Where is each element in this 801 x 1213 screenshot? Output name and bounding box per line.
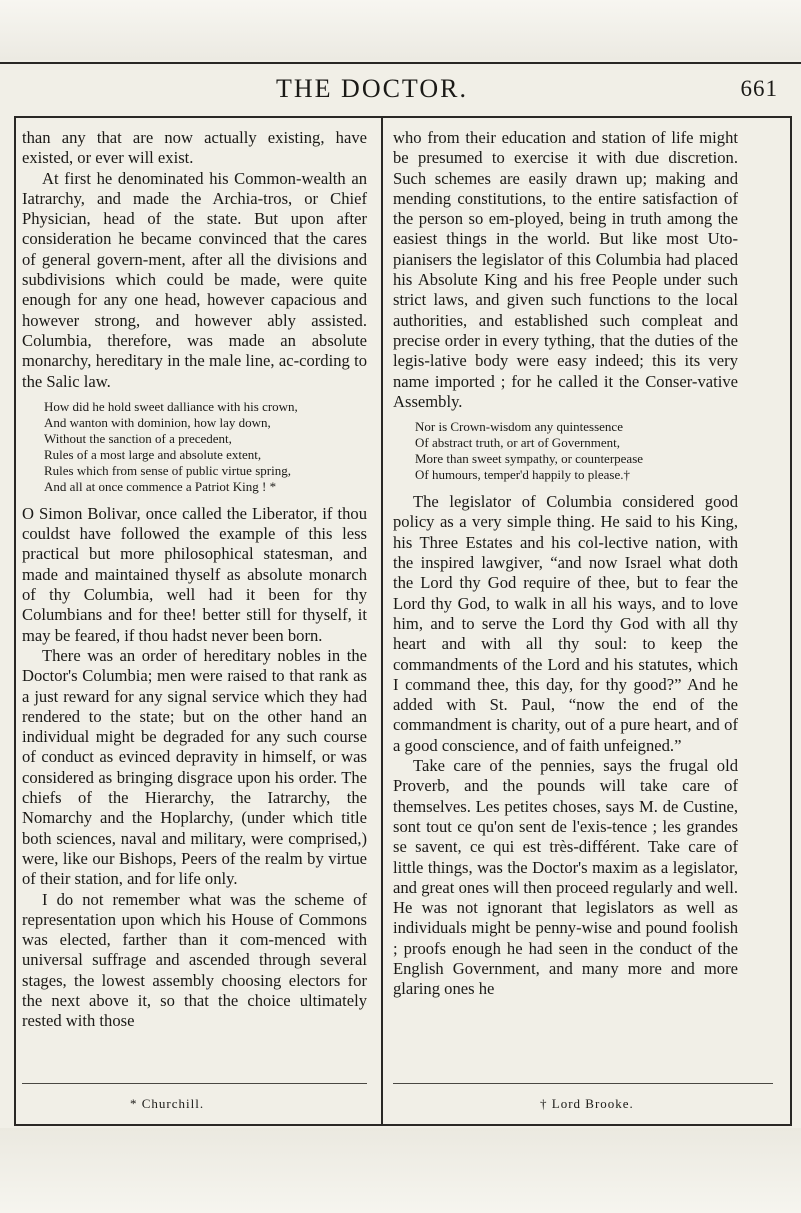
verse-line: Nor is Crown-wisdom any quintessence bbox=[415, 419, 623, 435]
verse-line: Of abstract truth, or art of Government, bbox=[415, 435, 621, 451]
page-top-margin bbox=[0, 0, 801, 60]
left-paragraph-4: There was an order of hereditary nobles in the Doctor's Columbia; men were raised to that rank as a just reward for any signal service which they had rendered to the state; but on the other hand an individual might be degraded for any such course of conduct as evinced depravity in himself, or was considered as bringing disgrace upon his order. The chiefs of the Hierarchy, the Iatrarchy, the Nomarchy and the Hoplarchy, (under which title both sciences, naval and military, were comprised,) were, like our Bishops, Peers of the realm by virtue of their station, and for life only. bbox=[22, 645, 367, 889]
header-rule bbox=[14, 116, 792, 118]
right-footnote-rule bbox=[393, 1083, 773, 1084]
page-number: 661 bbox=[740, 76, 778, 101]
verse-line: Rules which from sense of public virtue spring, bbox=[44, 462, 291, 478]
left-paragraph-1: than any that are now actually existing, have existed, or ever will exist. bbox=[22, 128, 367, 168]
verse-line: More than sweet sympathy, or counterpease bbox=[415, 451, 644, 467]
verse-line: Without the sanction of a precedent, bbox=[44, 430, 232, 446]
column-divider-rule bbox=[381, 116, 383, 1126]
verse-line: How did he hold sweet dalliance with his crown, bbox=[44, 398, 298, 414]
right-column bbox=[393, 128, 738, 1000]
left-verse-quotation bbox=[22, 399, 367, 495]
top-border-rule bbox=[0, 62, 801, 64]
left-footnote-rule bbox=[22, 1083, 367, 1084]
right-frame-rule bbox=[790, 116, 792, 1126]
page-bottom-margin bbox=[0, 1128, 801, 1213]
verse-line: And wanton with dominion, how lay down, bbox=[44, 414, 271, 430]
right-paragraph-1: who from their education and station of life might be presumed to exercise it with due discretion. Such schemes are easily drawn up; making and mending constitutions, to the entire satisfaction of the person so em-ployed, being in truth among the easiest things in the world. But like most Uto-pianisers the legislator of this Columbia had placed his Absolute King and his free People under such strict laws, and given such functions to the local authorities, and established such compleat and precise order in every tything, that the duties of the legis-lative body were easy indeed; this its very name imported ; for he called it the Conser-vative Assembly. bbox=[393, 128, 738, 411]
bottom-frame-rule bbox=[14, 1124, 792, 1126]
left-column bbox=[22, 128, 367, 1032]
page-header bbox=[14, 68, 792, 112]
right-footnote: † Lord Brooke. bbox=[540, 1096, 634, 1111]
left-footnote: * Churchill. bbox=[130, 1096, 205, 1111]
right-paragraph-2: The legislator of Columbia considered good policy as a very simple thing. He said to his King, his Three Estates and his col-lective nation, with the inspired lawgiver, “and now Israel what doth the Lord thy God require of thee, but to fear the Lord thy God, to walk in all his ways, and to love him, and to serve the Lord thy God with all thy heart and with all thy soul: to keep the commandments of the Lord and his statutes, which I command thee, this day, for thy good?” And he added with St. Paul, “now the end of the commandment is charity, out of a pure heart, and of a good conscience, and of faith unfeigned.” bbox=[393, 492, 738, 755]
verse-line: Rules of a most large and absolute extent, bbox=[44, 446, 262, 462]
left-paragraph-5: I do not remember what was the scheme of representation upon which his House of Commons was elected, farther than it com-menced with universal suffrage and ascended through several stages, the lowest assembly choosing electors for the next above it, so that the choice ultimately rested with those bbox=[22, 889, 367, 1031]
left-frame-rule bbox=[14, 116, 16, 1126]
right-paragraph-3: Take care of the pennies, says the frugal old Proverb, and the pounds will take care of themselves. Les petites choses, says M. de Custine, sont tout ce qu'on sent de l'exis-tence ; les grandes se savent, ce qui est très-différent. Take care of little things, was the Doctor's maxim as a legislator, and great ones will then proceed regularly and well. He was not ignorant that legislators as well as individuals might be penny-wise and pound foolish ; proofs enough he had seen in the conduct of the English Government, and many more and more glaring ones he bbox=[393, 756, 738, 999]
left-paragraph-2: At first he denominated his Common-wealth an Iatrarchy, and made the Archia-tros, or Chief Physician, head of the state. But upon after consideration he became convinced that the cares of general govern-ment, after all the divisions and subdivisions which could be made, were quite enough for any one head, however capacious and however strong, and however ably assisted. Columbia, therefore, was made an absolute monarchy, hereditary in the male line, ac-cording to the Salic law. bbox=[22, 168, 367, 391]
running-head: THE DOCTOR. bbox=[276, 74, 468, 103]
right-verse-quotation bbox=[393, 419, 738, 483]
left-paragraph-3: O Simon Bolivar, once called the Liberator, if thou couldst have followed the example of this less practical but more philosophical statesman, and made and maintained thyself as absolute monarch of thy Columbia, well had it been for thy Columbians and for thee! better still for thyself, it may be feared, if thou hadst never been born. bbox=[22, 503, 367, 645]
verse-line: And all at once commence a Patriot King ! * bbox=[44, 478, 277, 494]
verse-line: Of humours, temper'd happily to please.† bbox=[415, 467, 630, 483]
